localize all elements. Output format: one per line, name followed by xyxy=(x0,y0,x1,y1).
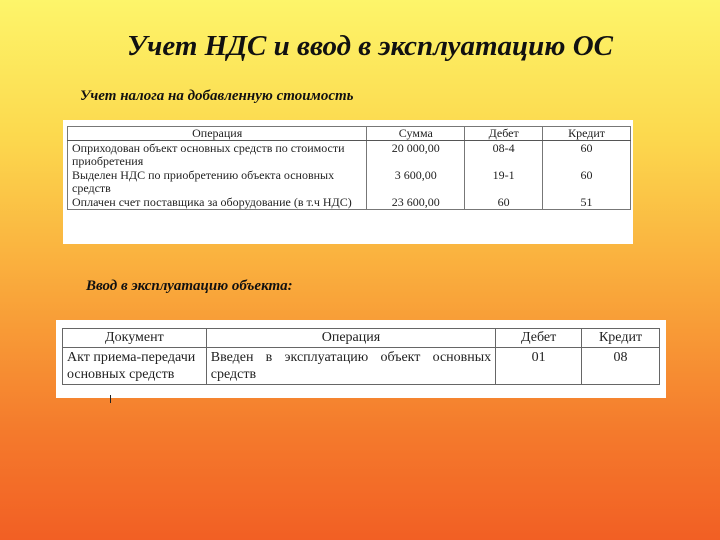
commissioning-table xyxy=(62,328,660,385)
row-credit: 60 xyxy=(543,168,631,195)
row-debit: 01 xyxy=(496,348,582,385)
col-debit: Дебет xyxy=(496,329,582,348)
table-row xyxy=(68,195,631,210)
table-row xyxy=(63,348,660,385)
vat-table-panel xyxy=(63,120,633,244)
col-debit: Дебет xyxy=(465,127,543,141)
cursor-tick xyxy=(110,395,111,403)
col-credit: Кредит xyxy=(582,329,660,348)
row-debit: 19-1 xyxy=(465,168,543,195)
col-operation: Операция xyxy=(206,329,495,348)
col-sum: Сумма xyxy=(367,127,465,141)
row-operation: Выделен НДС по приобретению объекта основных средств xyxy=(68,168,367,195)
row-credit: 51 xyxy=(543,195,631,210)
commissioning-table-panel xyxy=(56,320,666,398)
row-operation: Оплачен счет поставщика за оборудование (в т.ч НДС) xyxy=(68,195,367,210)
row-sum: 3 600,00 xyxy=(367,168,465,195)
vat-table-header xyxy=(68,127,631,141)
row-operation: Введен в эксплуатацию объект основных средств xyxy=(206,348,495,385)
slide-title: Учет НДС и ввод в эксплуатацию ОС xyxy=(126,30,614,62)
row-document: Акт приема-передачи основных средств xyxy=(63,348,207,385)
row-sum: 23 600,00 xyxy=(367,195,465,210)
table-row xyxy=(68,168,631,195)
vat-table xyxy=(67,126,631,210)
vat-section-heading: Учет налога на добавленную стоимость xyxy=(80,88,354,104)
row-debit: 08-4 xyxy=(465,141,543,169)
commissioning-table-header xyxy=(63,329,660,348)
col-operation: Операция xyxy=(68,127,367,141)
col-document: Документ xyxy=(63,329,207,348)
table-row xyxy=(68,141,631,169)
col-credit: Кредит xyxy=(543,127,631,141)
row-credit: 60 xyxy=(543,141,631,169)
row-debit: 60 xyxy=(465,195,543,210)
row-credit: 08 xyxy=(582,348,660,385)
row-sum: 20 000,00 xyxy=(367,141,465,169)
row-operation: Оприходован объект основных средств по стоимости приобретения xyxy=(68,141,367,169)
commissioning-section-heading: Ввод в эксплуатацию объекта: xyxy=(86,278,293,294)
